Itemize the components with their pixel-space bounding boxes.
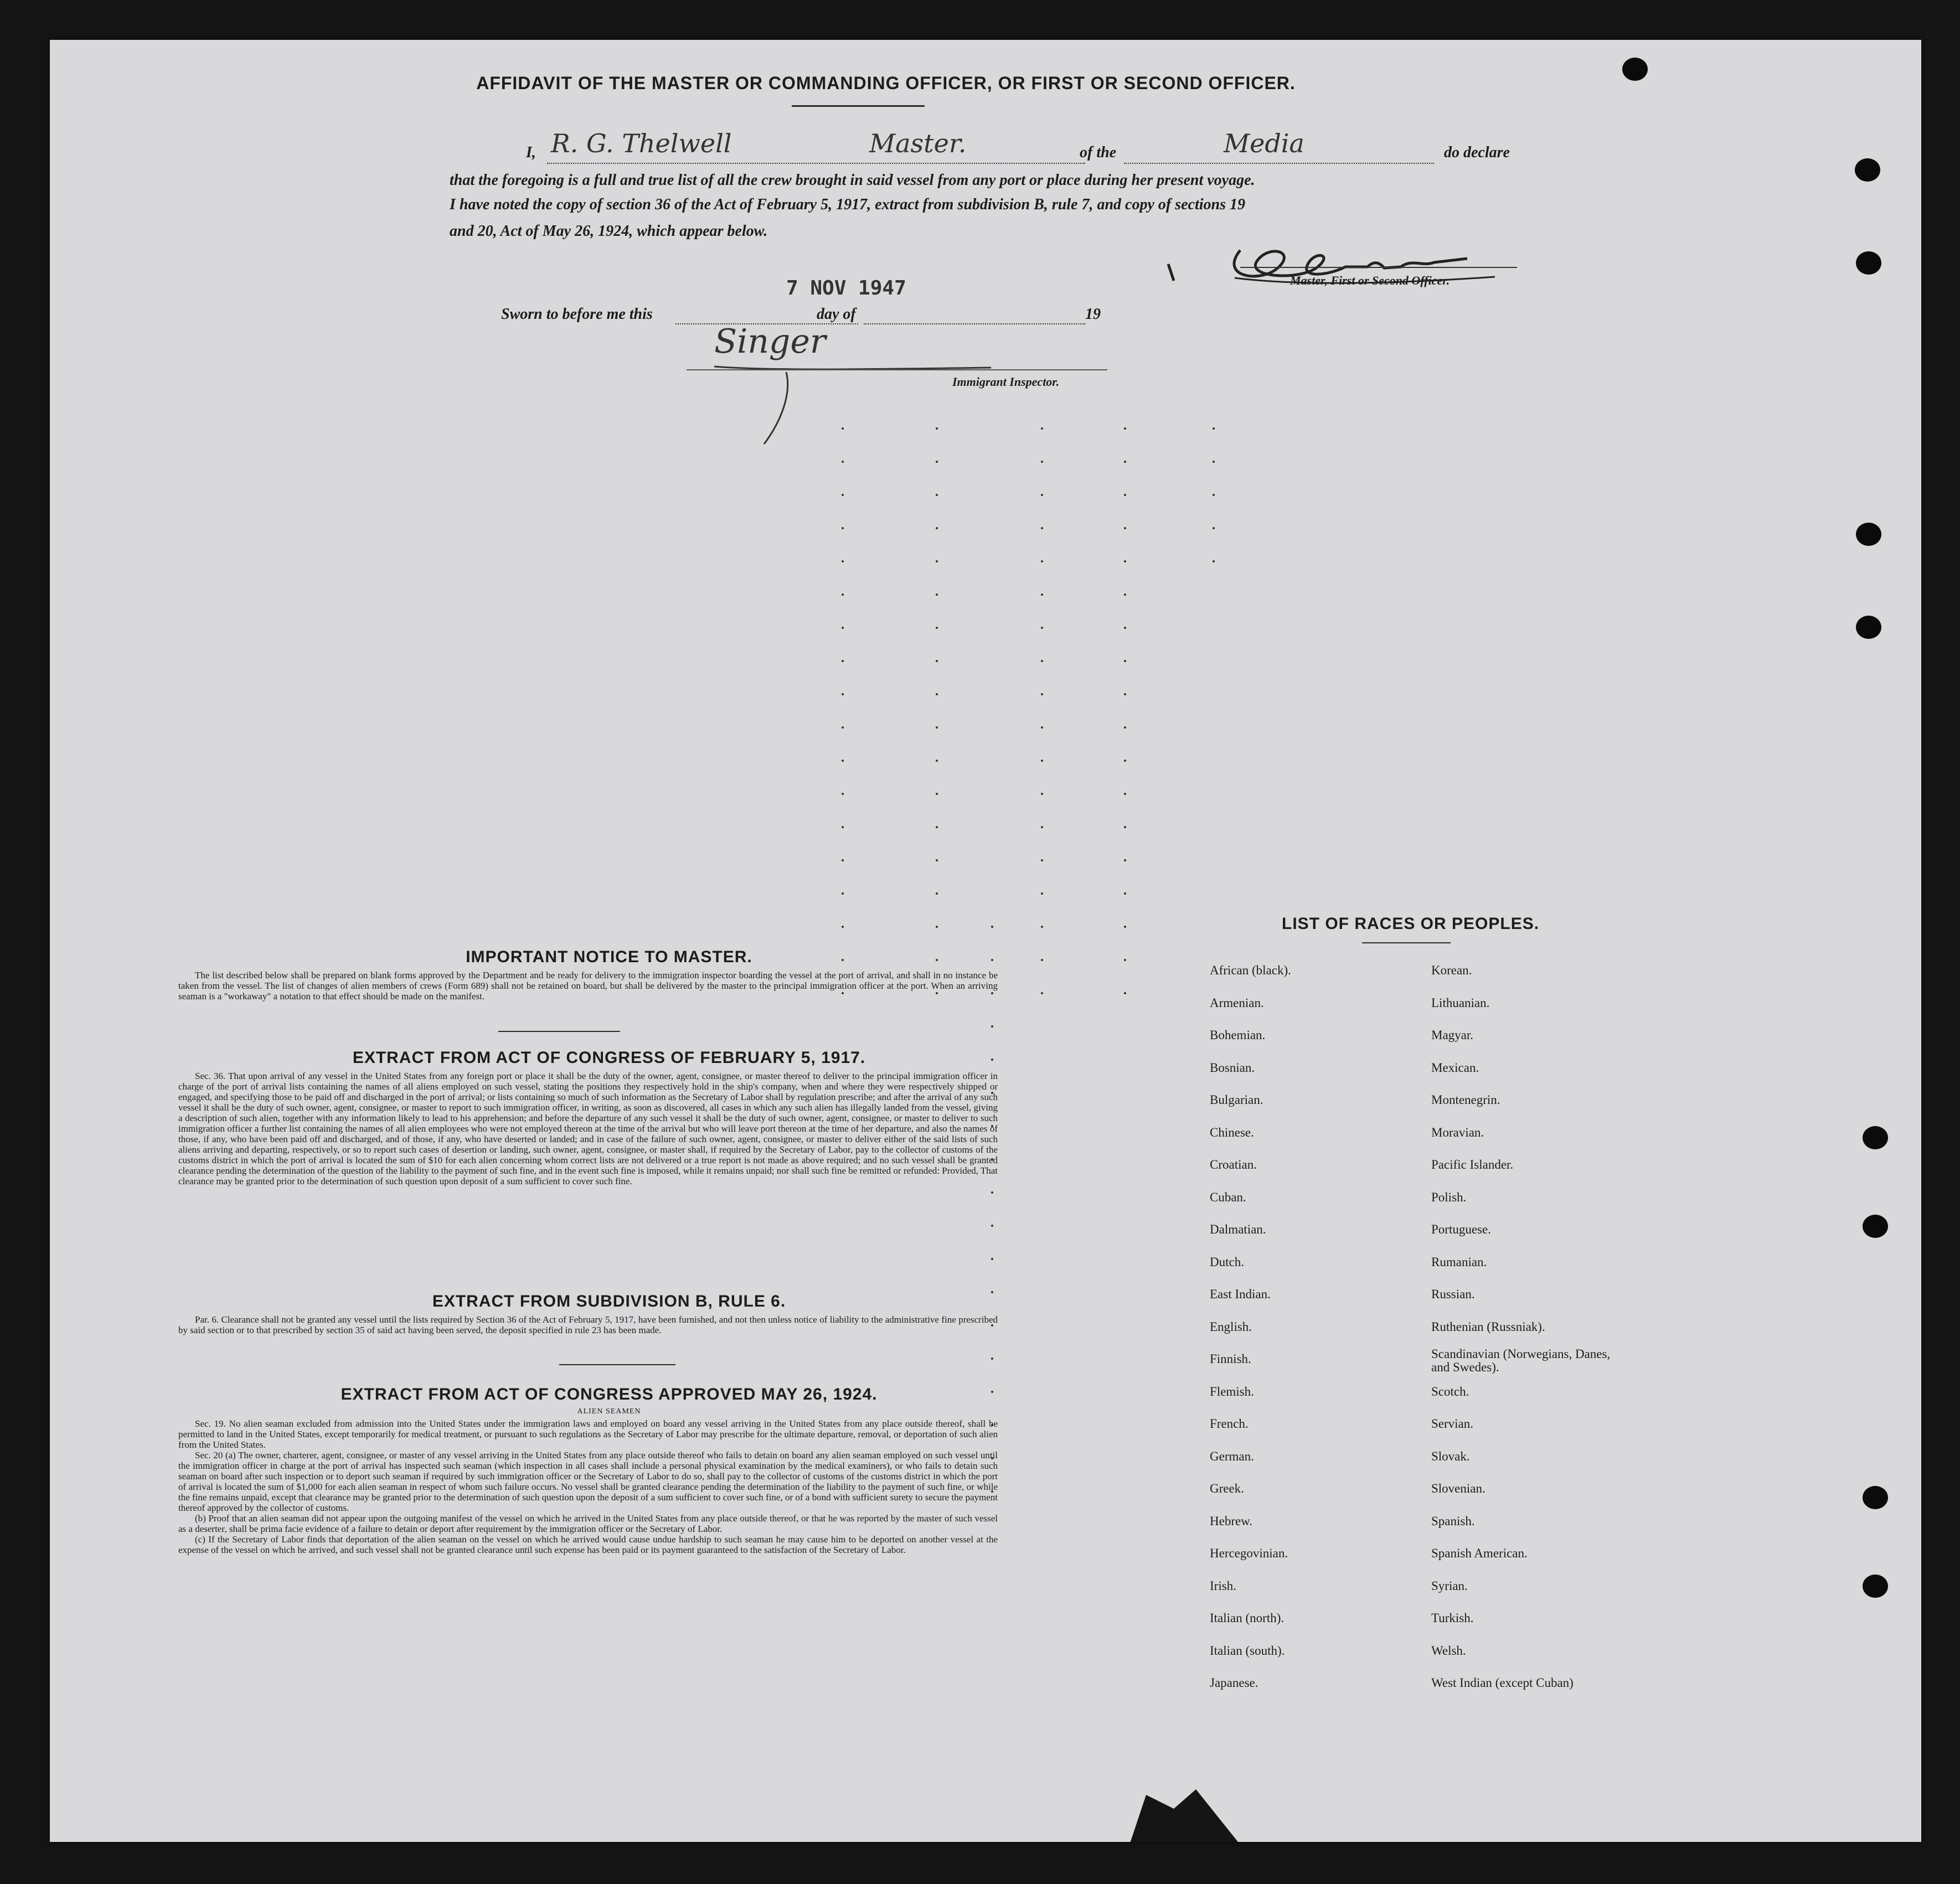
guide-dot (991, 926, 993, 928)
guide-dot (1124, 527, 1126, 529)
document-sheet (50, 40, 1921, 1842)
race-item: Hebrew. (1210, 1514, 1253, 1528)
guide-dot (991, 1357, 993, 1360)
guide-dot (842, 859, 844, 861)
race-item: Greek. (1210, 1482, 1244, 1495)
guide-dot (842, 892, 844, 895)
guide-dot (842, 660, 844, 662)
guide-dot (936, 926, 938, 928)
sworn-label: Sworn to before me this (501, 306, 653, 323)
race-item: Bulgarian. (1210, 1093, 1263, 1107)
guide-dot (1124, 693, 1126, 695)
guide-dot (1213, 427, 1215, 430)
guide-dot (1041, 926, 1043, 928)
section-20c: (c) If the Secretary of Labor finds that deportation of the alien seaman on the vessel on which he arrived would cause undue hardship to such seaman he may cause him to be deported on another vessel at the expense of the vessel on which he arrived, and such vessel shall not be granted clearance until such expense has been paid or its payment guaranteed to the satisfaction of the Secretary of Labor. (178, 1534, 998, 1555)
guide-dot (936, 593, 938, 596)
race-item: Pacific Islander. (1431, 1158, 1514, 1171)
guide-dot (1124, 461, 1126, 463)
guide-dot (1213, 560, 1215, 562)
punch-hole (1863, 1215, 1888, 1238)
guide-dot (1124, 593, 1126, 596)
guide-dot (1124, 760, 1126, 762)
guide-dot (1041, 427, 1043, 430)
guide-dot (1041, 660, 1043, 662)
race-item: Turkish. (1431, 1611, 1474, 1625)
section-20b: (b) Proof that an alien seaman did not appear upon the outgoing manifest of the vessel on which he arrived in the United States from any place outside thereof, or that he was reported by the master of such vessel as a deserter, shall be prima facie evidence of a failure to detain or deport after requirement by the immigration officer or the Secretary of Labor. (178, 1513, 998, 1534)
alien-seamen-subtitle: ALIEN SEAMEN (577, 1407, 641, 1416)
race-item: Servian. (1431, 1417, 1474, 1431)
notice-body: The list described below shall be prepared on blank forms approved by the Department and be ready for delivery to the immigration inspector boarding the vessel at the port of arrival, and shall in no instance be taken from the vessel. The list of changes of alien members of crews (Form 689) shall not be retained on board, but shall be delivered by the master to the principal immigration officer at the port. When an arriving seaman is a "workaway" a notation to that effect should be made on the manifest. (178, 970, 998, 1002)
guide-dot (1041, 560, 1043, 562)
race-item: Korean. (1431, 963, 1472, 977)
guide-dot (991, 1191, 993, 1194)
extract-1924-body (178, 1418, 998, 1555)
notice-title: IMPORTANT NOTICE TO MASTER. (466, 948, 752, 966)
race-item: Rumanian. (1431, 1255, 1487, 1269)
race-item: Russian. (1431, 1287, 1475, 1301)
affidavit-line-3: I have noted the copy of section 36 of the Act of February 5, 1917, extract from subdivision B, rule 7, and copy of sections 19 (450, 196, 1246, 213)
punch-hole (1622, 58, 1648, 81)
guide-dot (1041, 892, 1043, 895)
guide-dot (842, 726, 844, 729)
race-item: Syrian. (1431, 1578, 1468, 1593)
inspector-signature-stroke (703, 339, 1013, 450)
guide-dot (1124, 926, 1126, 928)
guide-dot (842, 760, 844, 762)
race-item: Ruthenian (Russniak). (1431, 1319, 1545, 1334)
race-item: Moravian. (1431, 1125, 1484, 1139)
affidavit-line-2: that the foregoing is a full and true list of all the crew brought in said vessel from any port or place during her present voyage. (450, 172, 1255, 189)
race-item: African (black). (1210, 963, 1291, 977)
guide-dot (936, 859, 938, 861)
race-item: German. (1210, 1449, 1254, 1463)
vessel-name: Media (1224, 128, 1304, 158)
guide-dot (936, 760, 938, 762)
race-item: Magyar. (1431, 1028, 1474, 1042)
punch-hole (1856, 251, 1881, 275)
race-item: Hercegovinian. (1210, 1546, 1288, 1560)
affidavit-title: AFFIDAVIT OF THE MASTER OR COMMANDING OFFICER, OR FIRST OR SECOND OFFICER. (476, 73, 1296, 93)
month-line (864, 323, 1085, 324)
guide-dot (936, 560, 938, 562)
day-of-label: day of (817, 306, 856, 323)
race-item: Bohemian. (1210, 1028, 1266, 1042)
guide-dot (936, 461, 938, 463)
race-item: Armenian. (1210, 995, 1264, 1010)
affidavit-i: I, (526, 144, 536, 161)
race-item: English. (1210, 1319, 1252, 1334)
master-name: R. G. Thelwell (551, 128, 732, 158)
race-item: East Indian. (1210, 1287, 1271, 1301)
guide-dot (1041, 627, 1043, 629)
guide-dot (1124, 560, 1126, 562)
guide-dot (842, 926, 844, 928)
guide-dot (936, 427, 938, 430)
race-item: Slovenian. (1431, 1482, 1486, 1495)
race-item: Spanish. (1431, 1514, 1475, 1528)
signature-line (1240, 267, 1517, 268)
races-title: LIST OF RACES OR PEOPLES. (1282, 915, 1540, 933)
race-item: Slovak. (1431, 1449, 1470, 1463)
punch-hole (1863, 1575, 1888, 1598)
do-declare-label: do declare (1444, 144, 1510, 161)
name-line (547, 163, 1085, 164)
race-item: Lithuanian. (1431, 995, 1490, 1010)
race-item: Japanese. (1210, 1676, 1258, 1690)
guide-dot (842, 793, 844, 795)
race-item: Dalmatian. (1210, 1222, 1266, 1236)
guide-dot (1041, 859, 1043, 861)
guide-dot (1213, 527, 1215, 529)
punch-hole (1856, 523, 1881, 546)
divider (792, 105, 925, 107)
race-item: Welsh. (1431, 1643, 1466, 1658)
torn-edge (1129, 1784, 1240, 1842)
guide-dot (1124, 892, 1126, 895)
guide-dot (842, 826, 844, 828)
guide-dot (1124, 627, 1126, 629)
guide-dot (936, 627, 938, 629)
race-item: Dutch. (1210, 1255, 1244, 1269)
guide-dot (1041, 793, 1043, 795)
guide-dot (1041, 992, 1043, 994)
guide-dot (936, 494, 938, 496)
race-item: French. (1210, 1417, 1249, 1431)
race-item: Finnish. (1210, 1352, 1251, 1366)
race-item: West Indian (except Cuban) (1431, 1676, 1574, 1690)
section-19: Sec. 19. No alien seaman excluded from admission into the United States under the immigration laws and employed on board any vessel arriving in the United States from any place outside thereof, shall be permitted to land in the United States, except temporarily for medical treatment, or pursuant to such regulations as the Secretary of Labor may prescribe for the ultimate departure, removal, or deportation of such alien from the United States. (178, 1418, 998, 1450)
guide-dot (991, 1025, 993, 1028)
extract-1917-body: Sec. 36. That upon arrival of any vessel in the United States from any foreign port or place it shall be the duty of the owner, agent, consignee, or master thereof to deliver to the principal immigration officer in charge of the port of arrival lists containing the names of all aliens employed on such vessel, stating the positions they respectively hold in the ship's company, when and where they were respectively shipped or engaged, and specifying those to be paid off and discharged in the port of arrival; or lists containing so much of such information as the Secretary of Labor shall by regulation prescribe; and after the arrival of any such vessel it shall be the duty of such owner, agent, consignee, or master to report to such immigration officer, in writing, as soon as discovered, all cases in which any such alien has illegally landed from the vessel, giving a description of such alien, together with any information likely to lead to his apprehension; and before the departure of any such vessel it shall be the duty of such owner, agent, consignee, or master to deliver to such immigration officer a further list containing the names of all alien employees who were not employed thereon at the time of the arrival but who will leave port thereon at the time of her departure, and also the names of those, if any, who have been paid off and discharged, and of those, if any, who have deserted or landed; and in case of the failure of such owner, agent, consignee, or master to deliver either of the said lists of such aliens arriving and departing, respectively, or so to report such cases of desertion or landing, such owner, agent, consignee, or master shall, if required by the Secretary of Labor, pay to the collector of customs of the customs district in which the port of arrival is located the sum of $10 for each alien concerning whom correct lists are not delivered or a true report is not made as above required; and no such vessel shall be granted clearance pending the determination of the question of the liability to the payment of such fine, and in the event such fine is imposed, while it remains unpaid; nor shall such fine be remitted or refunded: Provided, That clearance may be granted prior to the determination of such question upon deposit of a sum sufficient to cover such fine. (178, 1071, 998, 1186)
race-item: Scandinavian (Norwegians, Danes, and Swedes). (1431, 1347, 1611, 1374)
guide-dot (842, 527, 844, 529)
guide-dot (1124, 427, 1126, 430)
race-item: Croatian. (1210, 1158, 1257, 1171)
section-20a: Sec. 20 (a) The owner, charterer, agent, consignee, or master of any vessel arriving in the United States from any place outside thereof who fails to detain on board any alien seaman employed on such vessel until the immigration officer in charge at the port of arrival has inspected such seaman (which inspection in all cases shall include a personal physical examination by the medical examiners), or who fails to detain such seaman on board after such inspection or to deport such seaman if required by such immigration officer or the Secretary of Labor to do so, shall pay to the collector of customs of the customs district in which the port of arrival is located the sum of $1,000 for each alien seaman in respect of whom such failure occurs. No vessel shall be granted clearance pending the determination of the liability to the payment of such fine, or while the fine remains unpaid, except that clearance may be granted prior to the determination of such question upon the deposit of a sum sufficient to cover such fine, or of a bond with sufficient surety to secure the payment thereof approved by the collector of customs. (178, 1450, 998, 1513)
guide-dot (991, 1258, 993, 1260)
guide-dot (842, 560, 844, 562)
year-prefix: 19 (1085, 306, 1101, 323)
guide-dot (1124, 959, 1126, 961)
guide-dot (936, 726, 938, 729)
date-stamp: 7 NOV 1947 (786, 277, 906, 300)
guide-dot (1041, 494, 1043, 496)
guide-dot (1124, 726, 1126, 729)
guide-dot (842, 593, 844, 596)
guide-dot (991, 1225, 993, 1227)
master-rank: Master. (869, 128, 967, 158)
guide-dot (1041, 693, 1043, 695)
guide-dot (842, 494, 844, 496)
guide-dot (1124, 826, 1126, 828)
race-item: Bosnian. (1210, 1060, 1255, 1075)
guide-dot (1124, 494, 1126, 496)
guide-dot (1041, 760, 1043, 762)
guide-dot (1041, 461, 1043, 463)
punch-hole (1855, 158, 1880, 182)
guide-dot (936, 660, 938, 662)
race-item: Polish. (1431, 1190, 1467, 1204)
subdivision-b-title: EXTRACT FROM SUBDIVISION B, RULE 6. (432, 1292, 786, 1310)
race-item: Cuban. (1210, 1190, 1246, 1204)
affidavit-line-4: and 20, Act of May 26, 1924, which appear below. (450, 223, 768, 240)
race-item: Montenegrin. (1431, 1093, 1500, 1107)
of-the-label: of the (1080, 144, 1117, 161)
guide-dot (842, 461, 844, 463)
signature-caption: Master, First or Second Officer. (1290, 273, 1450, 287)
guide-dot (1124, 660, 1126, 662)
race-item: Mexican. (1431, 1060, 1479, 1075)
divider (559, 1364, 675, 1365)
divider (498, 1031, 620, 1032)
guide-dot (1041, 527, 1043, 529)
guide-dot (936, 693, 938, 695)
guide-dot (1213, 461, 1215, 463)
guide-dot (842, 627, 844, 629)
extract-1917-title: EXTRACT FROM ACT OF CONGRESS OF FEBRUARY 5, 1917. (352, 1049, 866, 1067)
guide-dot (1213, 494, 1215, 496)
guide-dot (1041, 826, 1043, 828)
guide-dot (1041, 959, 1043, 961)
guide-dot (1041, 726, 1043, 729)
guide-dot (1124, 992, 1126, 994)
punch-hole (1863, 1126, 1888, 1149)
divider (1362, 942, 1451, 943)
guide-dot (1124, 859, 1126, 861)
inspector-caption: Immigrant Inspector. (952, 375, 1060, 389)
inspector-line (687, 369, 1107, 370)
extract-1924-title: EXTRACT FROM ACT OF CONGRESS APPROVED MAY 26, 1924. (341, 1385, 878, 1403)
guide-dot (842, 427, 844, 430)
race-item: Portuguese. (1431, 1222, 1491, 1236)
guide-dot (1041, 593, 1043, 596)
subdivision-b-body: Par. 6. Clearance shall not be granted any vessel until the lists required by Section 36 of the Act of February 5, 1917, have been furnished, and not then unless notice of liability to the administrative fine prescribed by said section or to that prescribed by section 35 of said act having been served, the deposit specified in rule 23 has been made. (178, 1314, 998, 1335)
guide-dot (1124, 793, 1126, 795)
race-item: Chinese. (1210, 1125, 1254, 1139)
guide-dot (936, 793, 938, 795)
guide-dot (936, 826, 938, 828)
inspector-signature: Singer (714, 322, 826, 361)
race-item: Spanish American. (1431, 1546, 1528, 1560)
punch-hole (1856, 616, 1881, 639)
guide-dot (842, 693, 844, 695)
race-item: Italian (north). (1210, 1611, 1285, 1625)
punch-hole (1863, 1486, 1888, 1509)
guide-dot (936, 527, 938, 529)
race-item: Flemish. (1210, 1384, 1254, 1398)
vessel-line (1124, 163, 1434, 164)
race-item: Scotch. (1431, 1384, 1469, 1398)
race-item: Irish. (1210, 1578, 1236, 1593)
race-item: Italian (south). (1210, 1643, 1285, 1658)
guide-dot (936, 892, 938, 895)
